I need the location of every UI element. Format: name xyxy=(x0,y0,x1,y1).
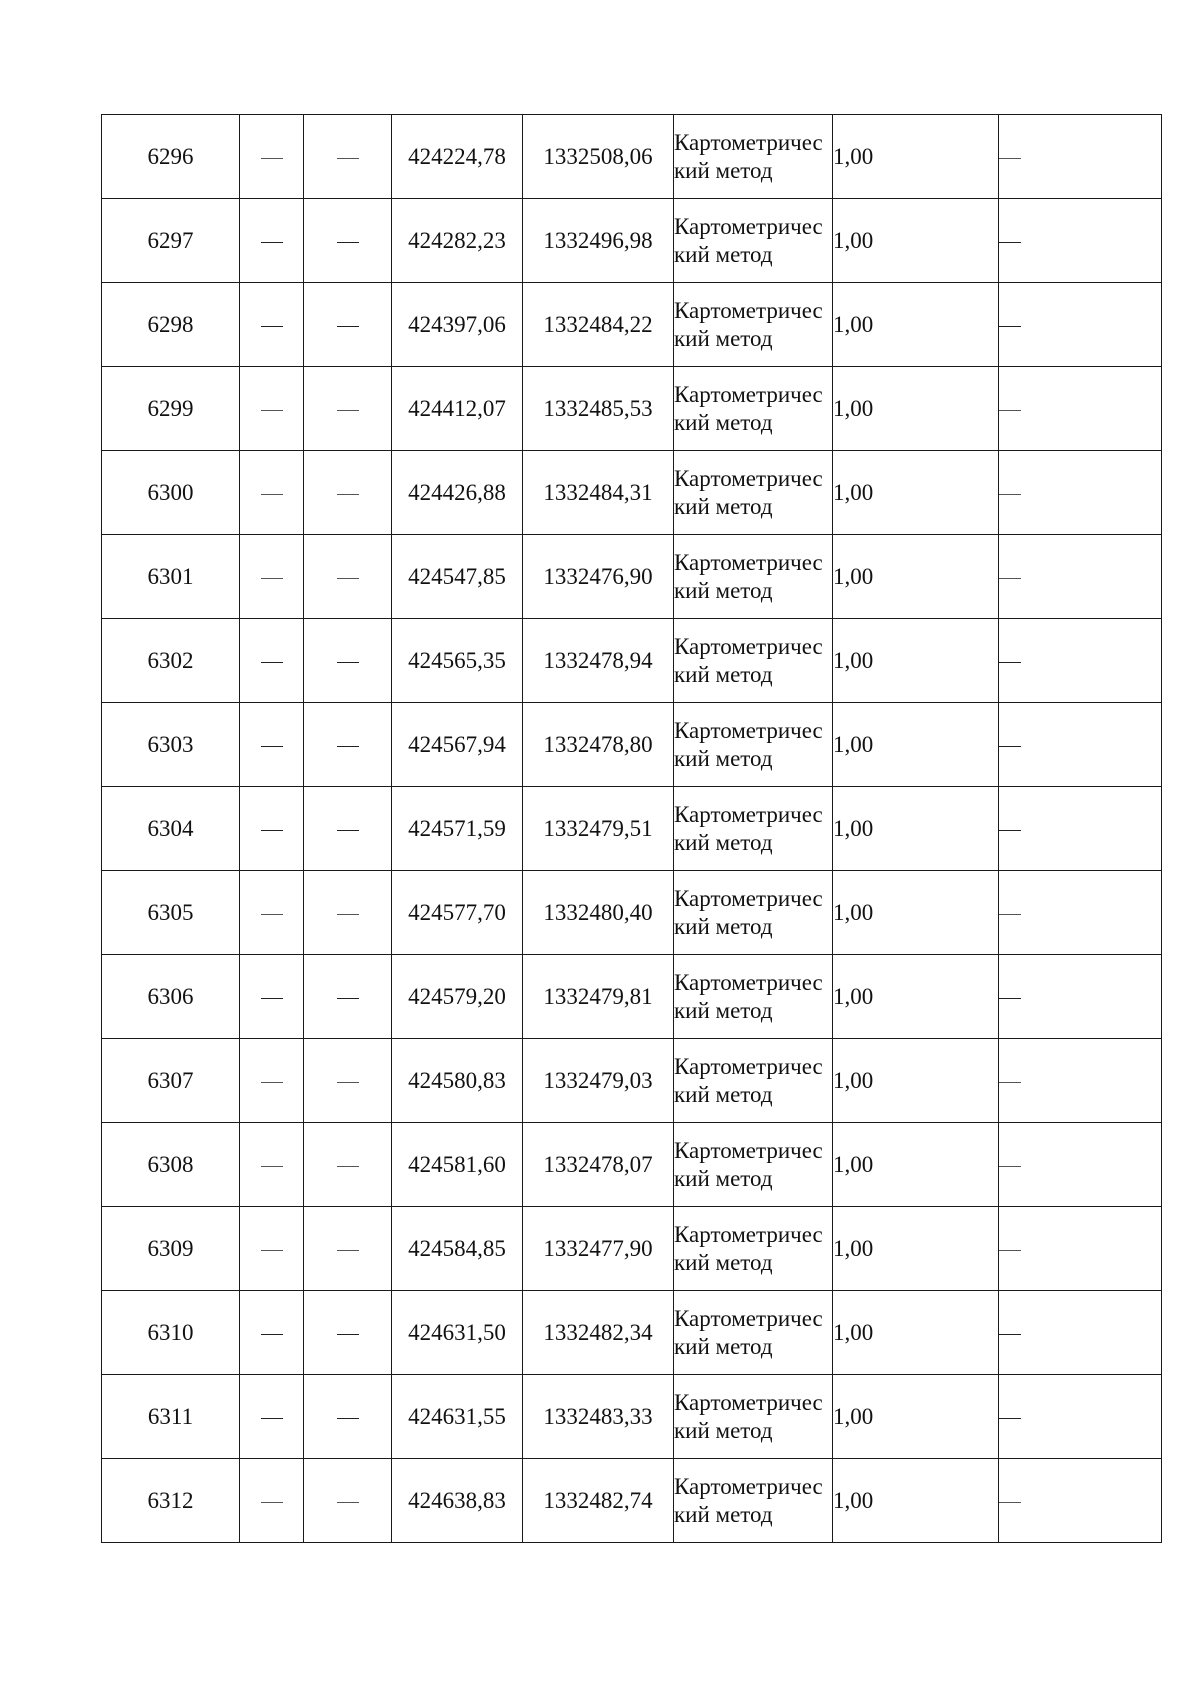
method-cell: Картометрический метод xyxy=(674,283,833,367)
empty-dash-cell xyxy=(304,1459,392,1543)
empty-dash-cell xyxy=(999,1375,1162,1459)
empty-dash-cell xyxy=(240,1291,304,1375)
table-row xyxy=(102,1375,1162,1459)
table-row xyxy=(102,199,1162,283)
coordinates-table xyxy=(101,114,1162,1543)
y-coordinate-cell: 1332508,06 xyxy=(523,115,674,199)
point-number-cell: 6306 xyxy=(102,955,240,1039)
y-coordinate-cell: 1332483,33 xyxy=(523,1375,674,1459)
empty-dash-cell xyxy=(304,1375,392,1459)
point-number-cell: 6312 xyxy=(102,1459,240,1543)
y-coordinate-cell: 1332479,51 xyxy=(523,787,674,871)
point-number-cell: 6303 xyxy=(102,703,240,787)
empty-dash-cell xyxy=(240,1459,304,1543)
empty-dash-cell xyxy=(304,871,392,955)
empty-dash-cell xyxy=(999,199,1162,283)
method-cell: Картометрический метод xyxy=(674,703,833,787)
y-coordinate-cell: 1332482,74 xyxy=(523,1459,674,1543)
accuracy-cell: 1,00 xyxy=(833,619,999,703)
point-number-cell: 6305 xyxy=(102,871,240,955)
empty-dash-cell xyxy=(240,367,304,451)
table-row xyxy=(102,703,1162,787)
point-number-cell: 6302 xyxy=(102,619,240,703)
empty-dash-cell xyxy=(304,367,392,451)
empty-dash-cell xyxy=(240,955,304,1039)
method-cell: Картометрический метод xyxy=(674,955,833,1039)
point-number-cell: 6298 xyxy=(102,283,240,367)
empty-dash-cell xyxy=(240,1039,304,1123)
accuracy-cell: 1,00 xyxy=(833,703,999,787)
empty-dash-cell xyxy=(999,451,1162,535)
empty-dash-cell xyxy=(999,283,1162,367)
empty-dash-cell xyxy=(240,619,304,703)
y-coordinate-cell: 1332478,80 xyxy=(523,703,674,787)
empty-dash-cell xyxy=(999,1291,1162,1375)
empty-dash-cell xyxy=(304,1039,392,1123)
empty-dash-cell xyxy=(999,871,1162,955)
accuracy-cell: 1,00 xyxy=(833,283,999,367)
accuracy-cell: 1,00 xyxy=(833,1123,999,1207)
x-coordinate-cell: 424282,23 xyxy=(392,199,523,283)
accuracy-cell: 1,00 xyxy=(833,115,999,199)
x-coordinate-cell: 424577,70 xyxy=(392,871,523,955)
table-row xyxy=(102,535,1162,619)
point-number-cell: 6299 xyxy=(102,367,240,451)
y-coordinate-cell: 1332484,22 xyxy=(523,283,674,367)
y-coordinate-cell: 1332476,90 xyxy=(523,535,674,619)
point-number-cell: 6308 xyxy=(102,1123,240,1207)
empty-dash-cell xyxy=(999,1039,1162,1123)
x-coordinate-cell: 424631,50 xyxy=(392,1291,523,1375)
point-number-cell: 6311 xyxy=(102,1375,240,1459)
x-coordinate-cell: 424584,85 xyxy=(392,1207,523,1291)
empty-dash-cell xyxy=(240,871,304,955)
method-cell: Картометрический метод xyxy=(674,871,833,955)
empty-dash-cell xyxy=(240,115,304,199)
table-row xyxy=(102,619,1162,703)
table-row xyxy=(102,1207,1162,1291)
empty-dash-cell xyxy=(304,1207,392,1291)
accuracy-cell: 1,00 xyxy=(833,1375,999,1459)
empty-dash-cell xyxy=(304,283,392,367)
empty-dash-cell xyxy=(304,1291,392,1375)
y-coordinate-cell: 1332484,31 xyxy=(523,451,674,535)
empty-dash-cell xyxy=(304,619,392,703)
y-coordinate-cell: 1332478,07 xyxy=(523,1123,674,1207)
method-cell: Картометрический метод xyxy=(674,1375,833,1459)
method-cell: Картометрический метод xyxy=(674,619,833,703)
empty-dash-cell xyxy=(240,283,304,367)
empty-dash-cell xyxy=(999,619,1162,703)
accuracy-cell: 1,00 xyxy=(833,451,999,535)
x-coordinate-cell: 424224,78 xyxy=(392,115,523,199)
point-number-cell: 6301 xyxy=(102,535,240,619)
method-cell: Картометрический метод xyxy=(674,787,833,871)
point-number-cell: 6307 xyxy=(102,1039,240,1123)
table-row xyxy=(102,283,1162,367)
y-coordinate-cell: 1332485,53 xyxy=(523,367,674,451)
table-body xyxy=(102,115,1162,1543)
x-coordinate-cell: 424565,35 xyxy=(392,619,523,703)
point-number-cell: 6310 xyxy=(102,1291,240,1375)
table-row xyxy=(102,367,1162,451)
empty-dash-cell xyxy=(304,955,392,1039)
table-row xyxy=(102,451,1162,535)
empty-dash-cell xyxy=(304,535,392,619)
accuracy-cell: 1,00 xyxy=(833,955,999,1039)
x-coordinate-cell: 424547,85 xyxy=(392,535,523,619)
empty-dash-cell xyxy=(240,1375,304,1459)
table-row xyxy=(102,955,1162,1039)
x-coordinate-cell: 424412,07 xyxy=(392,367,523,451)
table-row xyxy=(102,787,1162,871)
x-coordinate-cell: 424397,06 xyxy=(392,283,523,367)
table-row xyxy=(102,1039,1162,1123)
x-coordinate-cell: 424580,83 xyxy=(392,1039,523,1123)
x-coordinate-cell: 424567,94 xyxy=(392,703,523,787)
method-cell: Картометрический метод xyxy=(674,1039,833,1123)
method-cell: Картометрический метод xyxy=(674,115,833,199)
x-coordinate-cell: 424579,20 xyxy=(392,955,523,1039)
method-cell: Картометрический метод xyxy=(674,199,833,283)
empty-dash-cell xyxy=(240,451,304,535)
table-row xyxy=(102,115,1162,199)
table-row xyxy=(102,1123,1162,1207)
empty-dash-cell xyxy=(240,1207,304,1291)
accuracy-cell: 1,00 xyxy=(833,535,999,619)
y-coordinate-cell: 1332479,03 xyxy=(523,1039,674,1123)
point-number-cell: 6309 xyxy=(102,1207,240,1291)
empty-dash-cell xyxy=(240,787,304,871)
empty-dash-cell xyxy=(304,787,392,871)
accuracy-cell: 1,00 xyxy=(833,1039,999,1123)
method-cell: Картометрический метод xyxy=(674,1207,833,1291)
accuracy-cell: 1,00 xyxy=(833,1207,999,1291)
method-cell: Картометрический метод xyxy=(674,367,833,451)
empty-dash-cell xyxy=(304,703,392,787)
empty-dash-cell xyxy=(240,535,304,619)
empty-dash-cell xyxy=(999,1459,1162,1543)
empty-dash-cell xyxy=(304,451,392,535)
x-coordinate-cell: 424426,88 xyxy=(392,451,523,535)
accuracy-cell: 1,00 xyxy=(833,1459,999,1543)
method-cell: Картометрический метод xyxy=(674,1123,833,1207)
y-coordinate-cell: 1332478,94 xyxy=(523,619,674,703)
y-coordinate-cell: 1332496,98 xyxy=(523,199,674,283)
empty-dash-cell xyxy=(240,199,304,283)
accuracy-cell: 1,00 xyxy=(833,199,999,283)
point-number-cell: 6304 xyxy=(102,787,240,871)
table-row xyxy=(102,1459,1162,1543)
empty-dash-cell xyxy=(304,115,392,199)
method-cell: Картометрический метод xyxy=(674,451,833,535)
y-coordinate-cell: 1332477,90 xyxy=(523,1207,674,1291)
y-coordinate-cell: 1332479,81 xyxy=(523,955,674,1039)
empty-dash-cell xyxy=(999,1123,1162,1207)
empty-dash-cell xyxy=(999,955,1162,1039)
x-coordinate-cell: 424631,55 xyxy=(392,1375,523,1459)
point-number-cell: 6300 xyxy=(102,451,240,535)
empty-dash-cell xyxy=(240,1123,304,1207)
empty-dash-cell xyxy=(999,367,1162,451)
empty-dash-cell xyxy=(304,199,392,283)
x-coordinate-cell: 424581,60 xyxy=(392,1123,523,1207)
empty-dash-cell xyxy=(240,703,304,787)
x-coordinate-cell: 424571,59 xyxy=(392,787,523,871)
empty-dash-cell xyxy=(999,703,1162,787)
empty-dash-cell xyxy=(999,1207,1162,1291)
table-row xyxy=(102,871,1162,955)
empty-dash-cell xyxy=(999,535,1162,619)
method-cell: Картометрический метод xyxy=(674,535,833,619)
empty-dash-cell xyxy=(999,115,1162,199)
method-cell: Картометрический метод xyxy=(674,1459,833,1543)
point-number-cell: 6297 xyxy=(102,199,240,283)
table-row xyxy=(102,1291,1162,1375)
empty-dash-cell xyxy=(999,787,1162,871)
y-coordinate-cell: 1332482,34 xyxy=(523,1291,674,1375)
y-coordinate-cell: 1332480,40 xyxy=(523,871,674,955)
point-number-cell: 6296 xyxy=(102,115,240,199)
x-coordinate-cell: 424638,83 xyxy=(392,1459,523,1543)
method-cell: Картометрический метод xyxy=(674,1291,833,1375)
empty-dash-cell xyxy=(304,1123,392,1207)
accuracy-cell: 1,00 xyxy=(833,1291,999,1375)
accuracy-cell: 1,00 xyxy=(833,871,999,955)
accuracy-cell: 1,00 xyxy=(833,367,999,451)
accuracy-cell: 1,00 xyxy=(833,787,999,871)
